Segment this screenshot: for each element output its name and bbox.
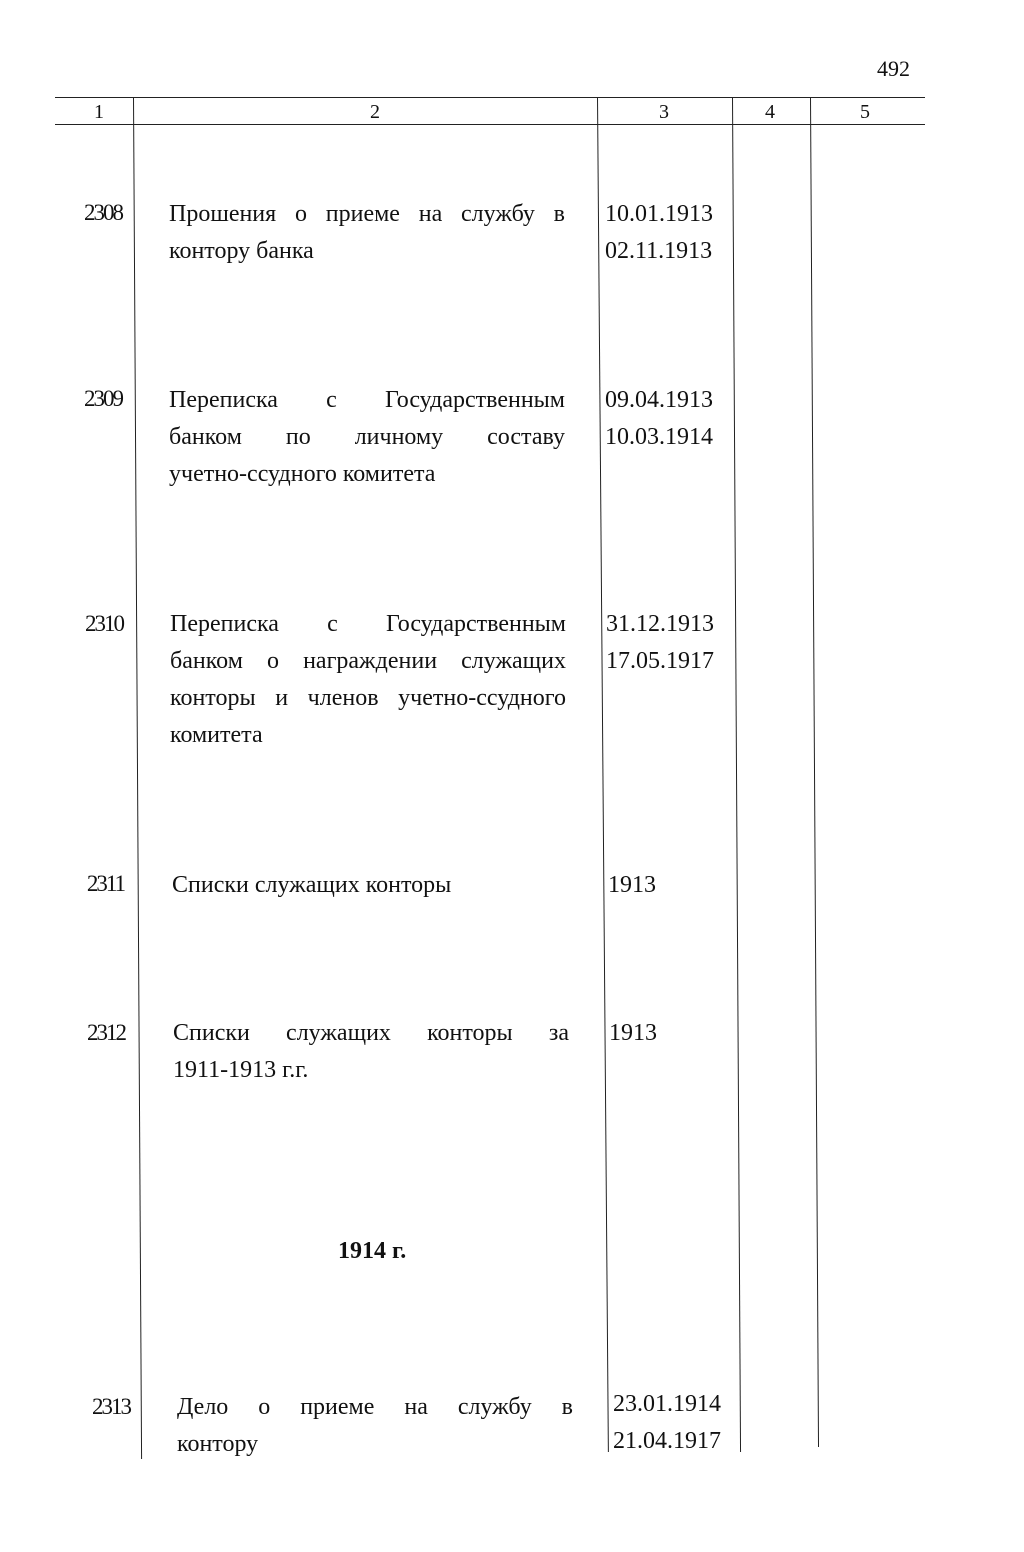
description-line: банком о награждении служащих [170,648,566,674]
description-line: Списки служащих конторы [172,872,452,898]
date-end: 21.04.1917 [613,1428,721,1454]
date-end: 17.05.1917 [606,648,714,674]
date-end: 02.11.1913 [605,238,713,264]
entry-number: 2308 [84,200,122,225]
date-start: 23.01.1914 [613,1391,721,1417]
description-line: Переписка с Государственным [169,387,565,413]
column-header-1: 1 [94,101,104,123]
entry-dates [605,196,713,270]
entry-number: 2312 [87,1020,125,1045]
description-line: конторы и членов учетно-ссудного [170,685,566,711]
entry-number: 2313 [92,1394,130,1419]
entry-description [169,196,565,270]
column-divider [133,97,142,1459]
table-top-rule [55,97,925,98]
entry-description [177,1389,573,1463]
date-start: 1913 [608,872,656,898]
description-line: Прошения о приеме на службу в [169,201,565,227]
description-line: контору [177,1431,259,1457]
column-header-5: 5 [860,101,870,123]
description-line: Переписка с Государственным [170,611,566,637]
entry-description [169,382,565,493]
description-line: контору банка [169,238,314,264]
description-line: 1911-1913 г.г. [173,1057,309,1083]
entry-description [170,606,566,754]
column-header-4: 4 [765,101,775,123]
date-start: 09.04.1913 [605,387,713,413]
entry-number: 2309 [84,386,122,411]
column-divider [732,97,741,1452]
description-line: учетно-ссудного комитета [169,461,436,487]
date-start: 31.12.1913 [606,611,714,637]
description-line: Списки служащих конторы за [173,1020,569,1046]
description-line: банком по личному составу [169,424,565,450]
date-start: 1913 [609,1020,657,1046]
description-line: Дело о приеме на службу в [177,1394,573,1420]
date-start: 10.01.1913 [605,201,713,227]
entry-dates [608,867,656,904]
section-heading-year: 1914 г. [338,1238,407,1264]
entry-description [173,1015,569,1089]
entry-number: 2310 [85,611,123,636]
page-number: 492 [877,56,910,81]
entry-description [172,867,568,904]
entry-dates [609,1015,657,1052]
date-end: 10.03.1914 [605,424,713,450]
column-divider [597,97,609,1452]
entry-dates [613,1386,721,1460]
column-divider [810,97,819,1447]
description-line: комитета [170,722,263,748]
column-header-2: 2 [370,101,380,123]
entry-dates [605,382,713,456]
entry-dates [606,606,714,680]
table-header-rule [55,124,925,125]
entry-number: 2311 [86,871,124,896]
column-header-3: 3 [659,101,669,123]
